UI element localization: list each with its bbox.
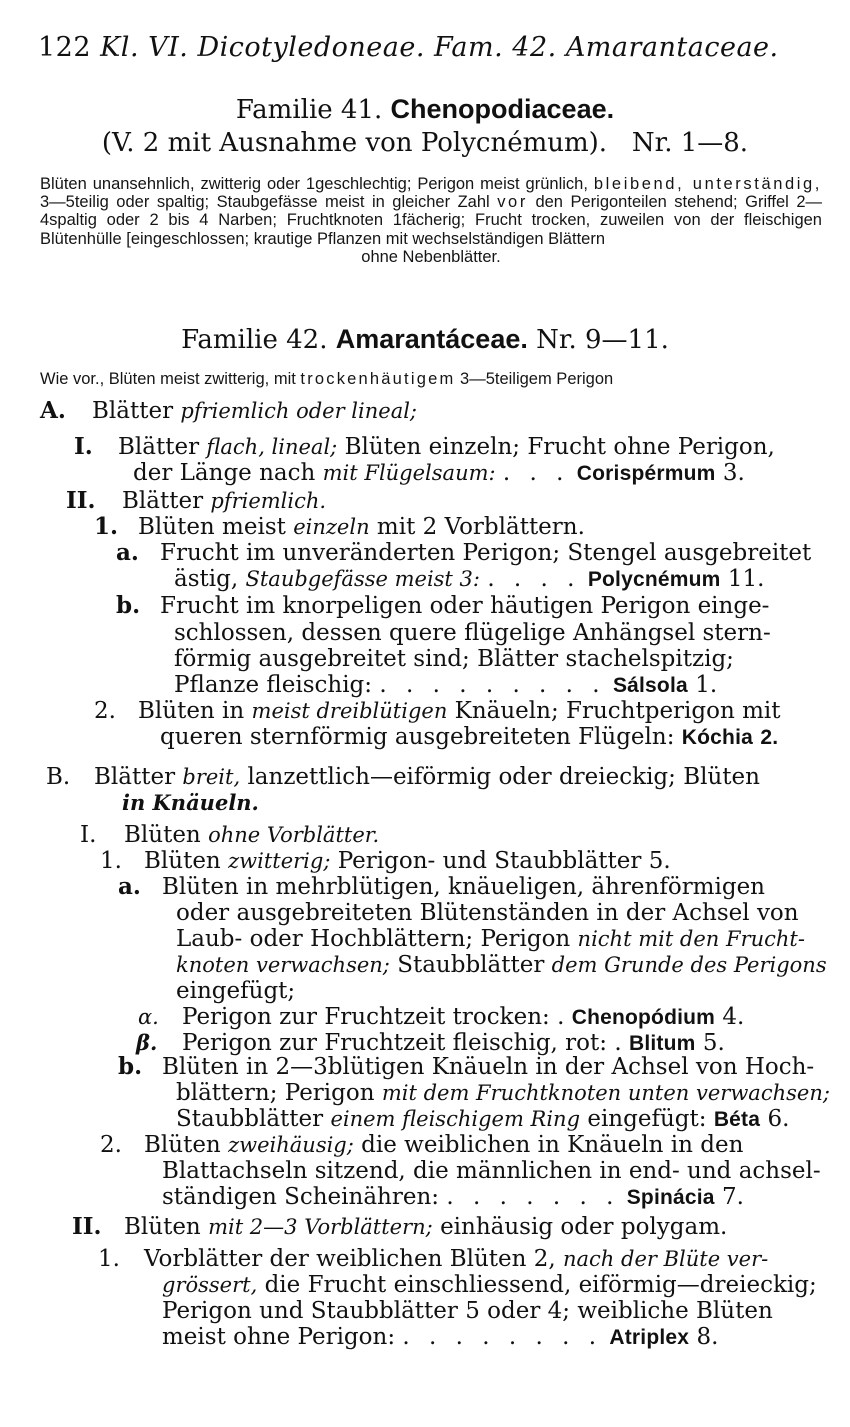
- key-A-II-1-a-line2: [174, 566, 764, 593]
- desc-41-part-f: ohne Nebenblätter.: [361, 247, 501, 266]
- desc-41-part-e: den Perigonteilen stehend; Griffel 2—4spaltig oder 2 bis 4 Narben; Fruchtknoten 1fächerig; Frucht trocken, zuweilen von der fleischigen Blütenhülle [eingeschlossen; krautige Pflanzen mit wechselständigen Blättern: [40, 193, 823, 248]
- key-B-I-label: I.: [80, 822, 97, 848]
- key-B-I-1-a-line3i: nicht mit den Frucht-: [577, 927, 805, 951]
- key-B-I-1-b-line3a: Staubblätter: [176, 1106, 324, 1132]
- key-A-italic: pfriemlich oder lineal;: [180, 399, 418, 423]
- key-A-II-1-b-dots: . . . . . . . . .: [379, 672, 606, 698]
- desc-41-part-b: bleibend, unterständig,: [593, 175, 822, 193]
- genus-kochia-number: 2.: [760, 726, 779, 749]
- key-B-line1: [94, 764, 760, 790]
- key-beta: [182, 1030, 725, 1057]
- desc-41-part-c: 3—5teilig oder spaltig; Staubgefässe meist in gleicher Zahl: [40, 193, 490, 212]
- family-42-name: Amarantáceae.: [335, 324, 528, 354]
- key-A-II-1-text2: mit 2 Vorblättern.: [376, 514, 585, 540]
- key-A-II-1-b-label: b.: [116, 592, 141, 619]
- key-B-I-1-a-line3a: Laub- oder Hochblättern; Perigon: [176, 926, 571, 952]
- key-B-II-1-text1: Vorblätter der weiblichen Blüten 2,: [144, 1246, 556, 1272]
- key-A-II-2-line1: [138, 698, 781, 724]
- key-B-I-1-a-line4i2: dem Grunde des Perigons: [551, 953, 827, 977]
- key-B-I-1-a-line4: [176, 952, 827, 978]
- family-41-number-range: Nr. 1—8.: [631, 128, 749, 158]
- key-B-I-1-b-line3b: eingefügt:: [587, 1106, 707, 1132]
- key-A-II-1-label: 1.: [94, 513, 119, 540]
- key-B-I-2-line3: [162, 1184, 744, 1211]
- key-A-II: [122, 488, 326, 514]
- desc-42-part-c: 3—5teiligem Perigon: [460, 370, 614, 388]
- key-B-I-1-a-line4b: Staubblätter: [397, 952, 545, 978]
- family-ref-name: Amarantaceae.: [565, 32, 779, 63]
- key-B-I-1-a-line5: eingefügt;: [176, 978, 296, 1004]
- key-A-II-1-a-italic: Staubgefässe meist 3:: [245, 567, 480, 591]
- key-A-I-line1: [118, 434, 775, 460]
- genus-polycnemum: Polycnémum: [587, 568, 721, 591]
- key-A-text: Blätter: [92, 398, 174, 424]
- desc-41-part-a: Blüten unansehnlich, zwitterig oder 1geschlechtig; Perigon meist grünlich,: [40, 175, 588, 193]
- key-A-I-text2: Blüten einzeln; Frucht ohne Perigon,: [344, 434, 775, 460]
- key-B-I-1-b-line2: [176, 1080, 830, 1106]
- key-B-I-2-line1: [144, 1132, 743, 1158]
- key-B-II-1-italic2: grössert,: [162, 1273, 258, 1297]
- genus-atriplex: Atriplex: [609, 1326, 690, 1349]
- desc-41-part-d: vor: [497, 193, 528, 212]
- key-B-I-1-text1: Blüten: [144, 848, 221, 874]
- key-B-text2: lanzettlich—eiförmig oder dreieckig; Blüten: [247, 764, 760, 790]
- key-B-II-1-label: 1.: [98, 1246, 120, 1272]
- key-A-II-1: [138, 514, 585, 540]
- key-A-II-2-text1: Blüten in: [138, 698, 245, 724]
- key-A-I-text1: Blätter: [118, 434, 200, 460]
- key-A-II-1-b-line1: Frucht im knorpeligen oder häutigen Perigon einge-: [160, 593, 770, 619]
- key-alpha-text: Perigon zur Fruchtzeit trocken:: [182, 1004, 550, 1030]
- key-B-I-1-label: 1.: [100, 848, 122, 874]
- key-B-italic2: in Knäueln.: [122, 790, 259, 815]
- key-A-II-label: II.: [66, 487, 96, 514]
- genus-blitum-number: 5.: [702, 1030, 725, 1056]
- family-42-number-range: Nr. 9—11.: [536, 325, 669, 355]
- key-A-I-line2a: der Länge nach: [133, 460, 316, 486]
- key-B-I-1-b-line2i: mit dem Fruchtknoten unten verwachsen;: [381, 1081, 830, 1105]
- key-B-I-1: [144, 848, 671, 874]
- key-A-II-1-b-line4a: Pflanze fleischig:: [174, 672, 373, 698]
- key-A-II-2-line2a: queren sternförmig ausgebreiteten Flügeln:: [160, 724, 675, 750]
- key-A-I-label: I.: [74, 433, 93, 460]
- key-B-I-2-label: 2.: [100, 1132, 122, 1158]
- key-alpha: [182, 1004, 744, 1031]
- family-41-subtitle: [30, 128, 820, 158]
- key-beta-dots: .: [614, 1030, 622, 1056]
- key-A-I-italic2: mit Flügelsaum:: [322, 461, 496, 485]
- genus-corispermum-number: 3.: [722, 460, 745, 486]
- family-42-title: [0, 324, 850, 355]
- key-B-I-1-italic: zwitterig;: [228, 849, 331, 873]
- key-A-II-1-a-line1: Frucht im unveränderten Perigon; Stengel ausgebreitet: [160, 540, 812, 566]
- key-A-II-1-a-label: a.: [116, 539, 139, 566]
- family-41-description: [40, 175, 822, 266]
- key-B-II-italic: mit 2—3 Vorblättern;: [208, 1215, 433, 1239]
- key-A-I-italic1: flach, lineal;: [206, 435, 338, 459]
- genus-blitum: Blitum: [628, 1032, 696, 1055]
- key-B-line2: [122, 790, 259, 816]
- key-B-II-1-italic1: nach der Blüte ver-: [563, 1247, 769, 1271]
- key-B-II-1-line1: [144, 1246, 768, 1272]
- key-B-II-1-line2b: die Frucht einschliessend, eiförmig—dreieckig;: [264, 1272, 817, 1298]
- desc-42-part-a: Wie vor., Blüten meist zwitterig, mit: [40, 370, 296, 388]
- genus-chenopodium: Chenopódium: [571, 1006, 716, 1029]
- key-B-I-1-b-line3i: einem fleischigem Ring: [330, 1107, 581, 1131]
- genus-polycnemum-number: 11.: [727, 566, 765, 592]
- key-A-I-dots: . . .: [502, 460, 570, 486]
- genus-chenopodium-number: 4.: [722, 1004, 745, 1030]
- key-B-I-text: Blüten: [124, 822, 201, 848]
- genus-salsola: Sálsola: [612, 674, 688, 697]
- key-B-I-2-line2: Blattachseln sitzend, die männlichen in end- und achsel-: [162, 1158, 821, 1184]
- key-B-I-1-a-line2: oder ausgebreiteten Blütenständen in der Achsel von: [176, 900, 799, 926]
- family-41-name: Chenopodiaceae.: [390, 94, 615, 124]
- page-number: 122: [38, 32, 92, 63]
- key-B-II-1-dots: . . . . . . . .: [402, 1324, 603, 1350]
- key-A-II-2-text2: Knäueln; Fruchtperigon mit: [454, 698, 781, 724]
- key-A-II-2-label: 2.: [94, 698, 116, 724]
- key-B-I-1-b-line3: [176, 1106, 789, 1133]
- key-B-II-1-line2: [162, 1272, 817, 1298]
- key-B-I: [124, 822, 379, 848]
- key-beta-label: β.: [136, 1030, 158, 1055]
- key-B-I-1-a-line1: Blüten in mehrblütigen, knäueligen, ährenförmigen: [162, 874, 765, 900]
- key-A-I-line2: [133, 460, 745, 487]
- key-B-I-2-line3a: ständigen Scheinähren:: [162, 1184, 440, 1210]
- key-B-italic1: breit,: [182, 765, 241, 789]
- key-B-I-1-b-label: b.: [118, 1053, 143, 1080]
- key-B-I-1-a-label: a.: [118, 873, 141, 900]
- genus-beta-number: 6.: [767, 1106, 790, 1132]
- key-B-I-italic: ohne Vorblätter.: [208, 823, 380, 847]
- key-A-II-2-italic: meist dreiblütigen: [251, 699, 448, 723]
- key-beta-text: Perigon zur Fruchtzeit fleischig, rot:: [182, 1030, 608, 1056]
- key-A-II-1-a-dots: . . . .: [487, 566, 581, 592]
- key-A-II-italic: pfriemlich.: [210, 489, 327, 513]
- family-ref: Fam. 42.: [434, 32, 557, 63]
- genus-atriplex-number: 8.: [696, 1324, 719, 1350]
- class-name: Dicotyledoneae.: [197, 32, 425, 63]
- key-B-I-1-b-line1: Blüten in 2—3blütigen Knäueln in der Achsel von Hoch-: [162, 1054, 815, 1080]
- key-A-II-1-b-line2: schlossen, dessen quere flügelige Anhängsel stern-: [174, 620, 771, 646]
- key-B-I-1-text2: Perigon- und Staubblätter 5.: [337, 848, 671, 874]
- key-A-II-1-b-line3: förmig ausgebreitet sind; Blätter stachelspitzig;: [174, 646, 734, 672]
- key-A: [92, 398, 417, 424]
- key-B-I-2-italic: zweihäusig;: [228, 1133, 354, 1157]
- desc-42-part-b: trockenhäutigem: [300, 370, 456, 388]
- key-B-II-1-line3: Perigon und Staubblätter 5 oder 4; weibliche Blüten: [162, 1298, 773, 1324]
- key-A-II-1-text1: Blüten meist: [138, 514, 286, 540]
- class-label: Kl. VI.: [100, 32, 189, 63]
- key-B-I-2-dots: . . . . . . .: [446, 1184, 620, 1210]
- family-42-prefix: Familie 42.: [181, 325, 328, 355]
- key-alpha-label: α.: [138, 1005, 159, 1029]
- key-B-I-2-text1: Blüten: [144, 1132, 221, 1158]
- key-A-label: A.: [40, 397, 66, 424]
- genus-corispermum: Corispérmum: [576, 462, 716, 485]
- key-B-II-label: II.: [72, 1213, 102, 1240]
- family-41-title: [0, 94, 850, 125]
- key-B-I-1-b-line2a: blättern; Perigon: [176, 1080, 375, 1106]
- family-42-description: [40, 370, 822, 388]
- key-B-II-1-line4: [162, 1324, 718, 1351]
- genus-spinacia-number: 7.: [722, 1184, 744, 1210]
- genus-spinacia: Spinácia: [626, 1186, 715, 1209]
- key-A-II-1-b-line4: [174, 672, 717, 699]
- key-B-II-text1: Blüten: [124, 1214, 201, 1240]
- key-A-II-2-line2: [160, 724, 778, 751]
- family-41-prefix: Familie 41.: [235, 95, 383, 125]
- genus-beta: Béta: [713, 1108, 761, 1131]
- key-alpha-dots: .: [557, 1004, 565, 1030]
- genus-salsola-number: 1.: [695, 672, 718, 698]
- key-A-II-text: Blätter: [122, 488, 204, 514]
- key-A-II-1-a-line2a: ästig,: [174, 566, 239, 592]
- running-head: [38, 34, 818, 62]
- key-B-II: [124, 1214, 727, 1240]
- genus-kochia: Kóchia: [681, 726, 753, 749]
- key-B-I-1-a-line3: [176, 926, 805, 952]
- key-A-II-1-italic: einzeln: [293, 515, 370, 539]
- key-B-I-1-a-line4i: knoten verwachsen;: [176, 953, 390, 977]
- key-B-text1: Blätter: [94, 764, 176, 790]
- family-41-subtitle-text: (V. 2 mit Ausnahme von Polycnémum).: [101, 128, 608, 158]
- key-B-II-text2: einhäusig oder polygam.: [440, 1214, 728, 1240]
- key-B-label: B.: [46, 764, 71, 790]
- key-B-I-2-text2: die weiblichen in Knäueln in den: [361, 1132, 744, 1158]
- key-B-II-1-line4a: meist ohne Perigon:: [162, 1324, 396, 1350]
